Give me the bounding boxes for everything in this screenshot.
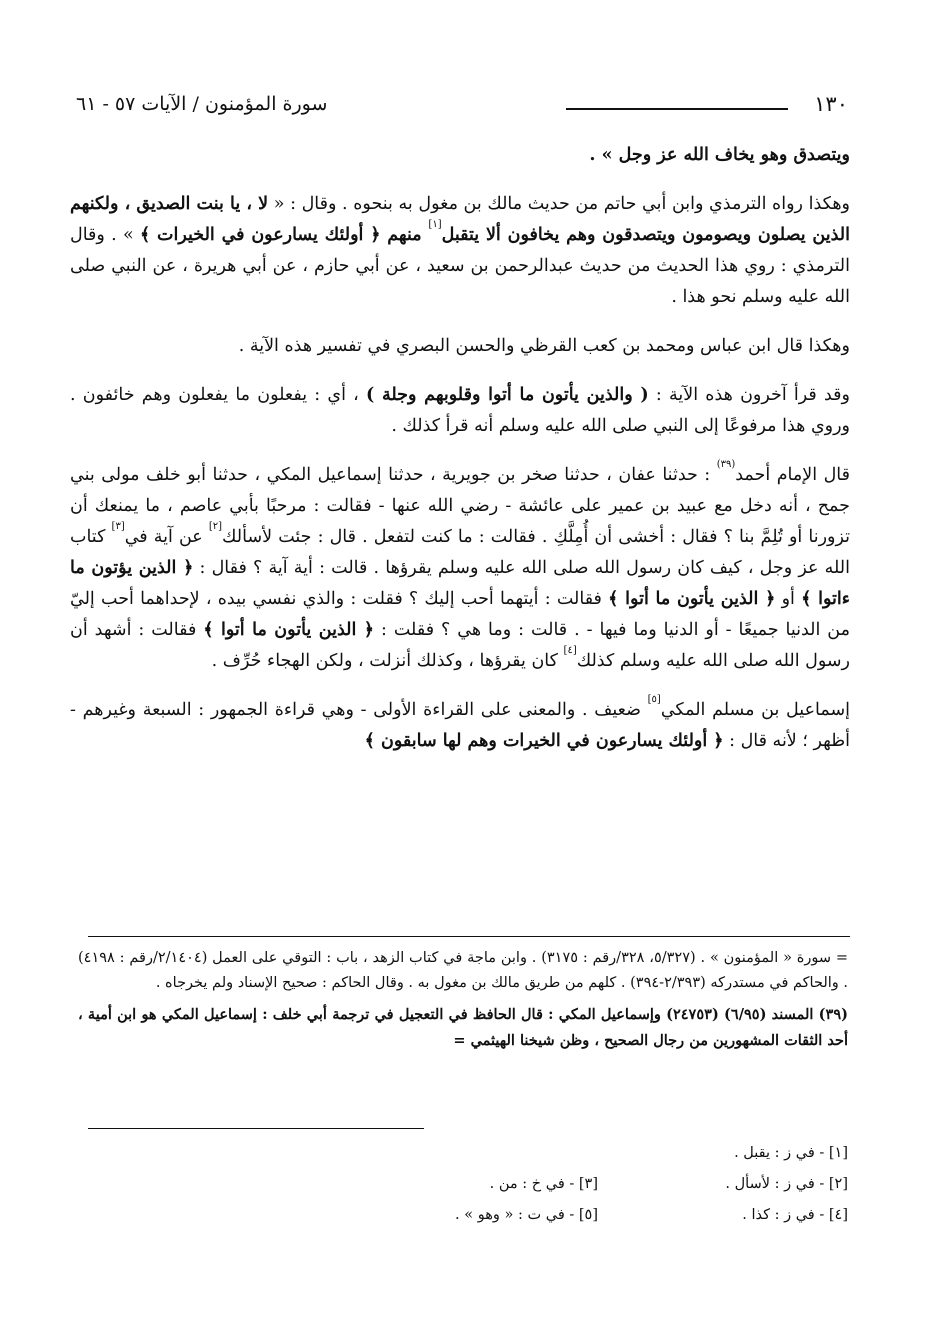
note-marker: [٣] — [111, 521, 125, 532]
page-number: ١٣٠ — [814, 92, 848, 116]
text-run: إسماعيل بن مسلم المكي — [660, 700, 851, 720]
text-run: (٣٩) المسند (٦/٩٥) (٢٤٧٥٣) وإسماعيل المكي : قال الحافظ في التعجيل في ترجمة أبي خلف : إسماعيل المكي هو ابن أمية ، أحد الثقات المشهورين من رجال الصحيح ، وظن شيخنا الهيثمي = — [78, 1006, 848, 1049]
variant-notes-row — [288, 1169, 848, 1200]
variant-notes — [288, 1138, 848, 1231]
main-text — [70, 140, 850, 775]
text-run: كان يقرؤها ، وكذلك أنزلت ، ولكن الهجاء حُرِّف . — [211, 651, 564, 671]
text-run: ﴿ الذين يؤتون ما ءاتوا ﴾ — [70, 558, 851, 609]
text-run: ( والذين يأتون ما أتوا وقلوبهم وجلة ) — [365, 385, 649, 405]
variant-note: [٥] - في ت : « وهو » . — [455, 1207, 598, 1223]
variant-notes-separator — [88, 1128, 424, 1129]
variant-note: [٣] - في خ : من . — [489, 1176, 598, 1192]
variant-notes-row — [288, 1138, 848, 1169]
paragraph — [70, 189, 850, 313]
note-marker: [٢] — [208, 521, 223, 532]
note-marker: (٣٩) — [716, 459, 736, 470]
variant-note: [٢] - في ز : لأسأل . — [725, 1176, 848, 1192]
variant-notes-row — [288, 1200, 848, 1231]
page-header — [76, 84, 848, 124]
text-run: منهم ﴿ أولئك يسارعون في الخيرات ﴾ — [139, 225, 429, 245]
text-run: ، أي : يفعلون ما يفعلون وهم خائفون . وروي هذا مرفوعًا إلى النبي صلى الله عليه وسلم أنه قرأ كذلك . — [70, 385, 850, 436]
text-run: : حدثنا عفان ، حدثنا صخر بن جويرية ، حدثنا إسماعيل المكي ، حدثنا أبو خلف مولى بني جمح ، أنه دخل مع عبيد بن عمير على عائشة - رضي الله عنها - فقالت : مرحبًا بأبي عاصم ، ما يمنعك أن تزورنا أو تُلِمَّ بنا ؟ فقال : أخشى أن أُمِلَّكِ . فقالت : ما كنت لتفعل . قال : جئت لأسألك — [70, 465, 850, 547]
text-run: قال الإمام أحمد — [735, 465, 850, 485]
text-run: كتاب الله عز وجل ، كيف كان رسول الله صلى الله عليه وسلم يقرؤها . قالت : أية آية ؟ فقال : — [70, 527, 851, 578]
text-run: ويتصدق وهو يخاف الله عز وجل » . — [589, 145, 850, 165]
text-run: فقالت : أيتهما أحب إليك ؟ فقلت : والذي نفسي بيده ، لإحداهما أحب إليّ من الدنيا جميعًا - أو الدنيا وما فيها - . قالت : وما هي ؟ فقلت : — [70, 589, 850, 640]
footnotes — [78, 946, 848, 1060]
text-run: عن آية في — [124, 527, 209, 547]
variant-note: [١] - في ز : يقبل . — [734, 1145, 848, 1161]
text-run: ﴿ أولئك يسارعون في الخيرات وهم لها سابقون ﴾ — [364, 731, 724, 751]
paragraph — [70, 380, 850, 442]
paragraph — [70, 460, 850, 677]
note-marker: [١] — [428, 219, 442, 230]
footnote — [78, 946, 848, 996]
text-run: » . وقال الترمذي : روي هذا الحديث من حديث عبدالرحمن بن سعيد ، عن أبي حازم ، عن أبي هريرة ، عن النبي صلى الله عليه وسلم نحو هذا . — [70, 225, 850, 307]
header-rule — [566, 108, 788, 110]
text-run: فقالت : أشهد أن رسول الله صلى الله عليه وسلم كذلك — [70, 620, 850, 671]
text-run: وهكذا قال ابن عباس ومحمد بن كعب القرظي والحسن البصري في تفسير هذه الآية . — [238, 336, 850, 356]
text-run: وهكذا رواه الترمذي وابن أبي حاتم من حديث مالك بن مغول به بنحوه . وقال : « — [268, 194, 850, 214]
note-marker: [٥] — [647, 694, 661, 705]
paragraph — [70, 140, 850, 171]
note-marker: [٤] — [563, 645, 577, 656]
footnote-separator — [88, 936, 850, 937]
text-run: ﴿ الذين يأتون ما أتوا ﴾ — [608, 589, 776, 609]
footnote — [78, 1002, 848, 1054]
text-run: ضعيف . والمعنى على القراءة الأولى - وهي قراءة الجمهور : السبعة وغيرهم - أظهر ؛ لأنه قال : — [70, 700, 850, 751]
variant-note — [348, 1138, 598, 1169]
variant-note: [٤] - في ز : كذا . — [742, 1207, 848, 1223]
text-run: وقد قرأ آخرون هذه الآية : — [648, 385, 850, 405]
paragraph — [70, 695, 850, 757]
paragraph — [70, 331, 850, 362]
text-run: أو — [775, 589, 802, 609]
text-run: لا ، يا بنت الصديق ، ولكنهم الذين يصلون ويصومون ويتصدقون وهم يخافون ألا يتقبل — [70, 194, 850, 245]
text-run: ﴿ الذين يأتون ما أتوا ﴾ — [203, 620, 375, 640]
text-run: = سورة « المؤمنون » . (٥/٣٢٧، ٣٢٨/رقم : ٣١٧٥) . وابن ماجة في كتاب الزهد ، باب : التوقي على العمل (٢/١٤٠٤/رقم : ٤١٩٨) . والحاكم في مستدركه (٢/٣٩٣-٣٩٤) . كلهم من طريق مالك بن مغول به . وقال الحاكم : صحيح الإسناد ولم يخرجاه . — [78, 950, 849, 991]
running-title: سورة المؤمنون / الآيات ٥٧ - ٦١ — [76, 93, 328, 115]
